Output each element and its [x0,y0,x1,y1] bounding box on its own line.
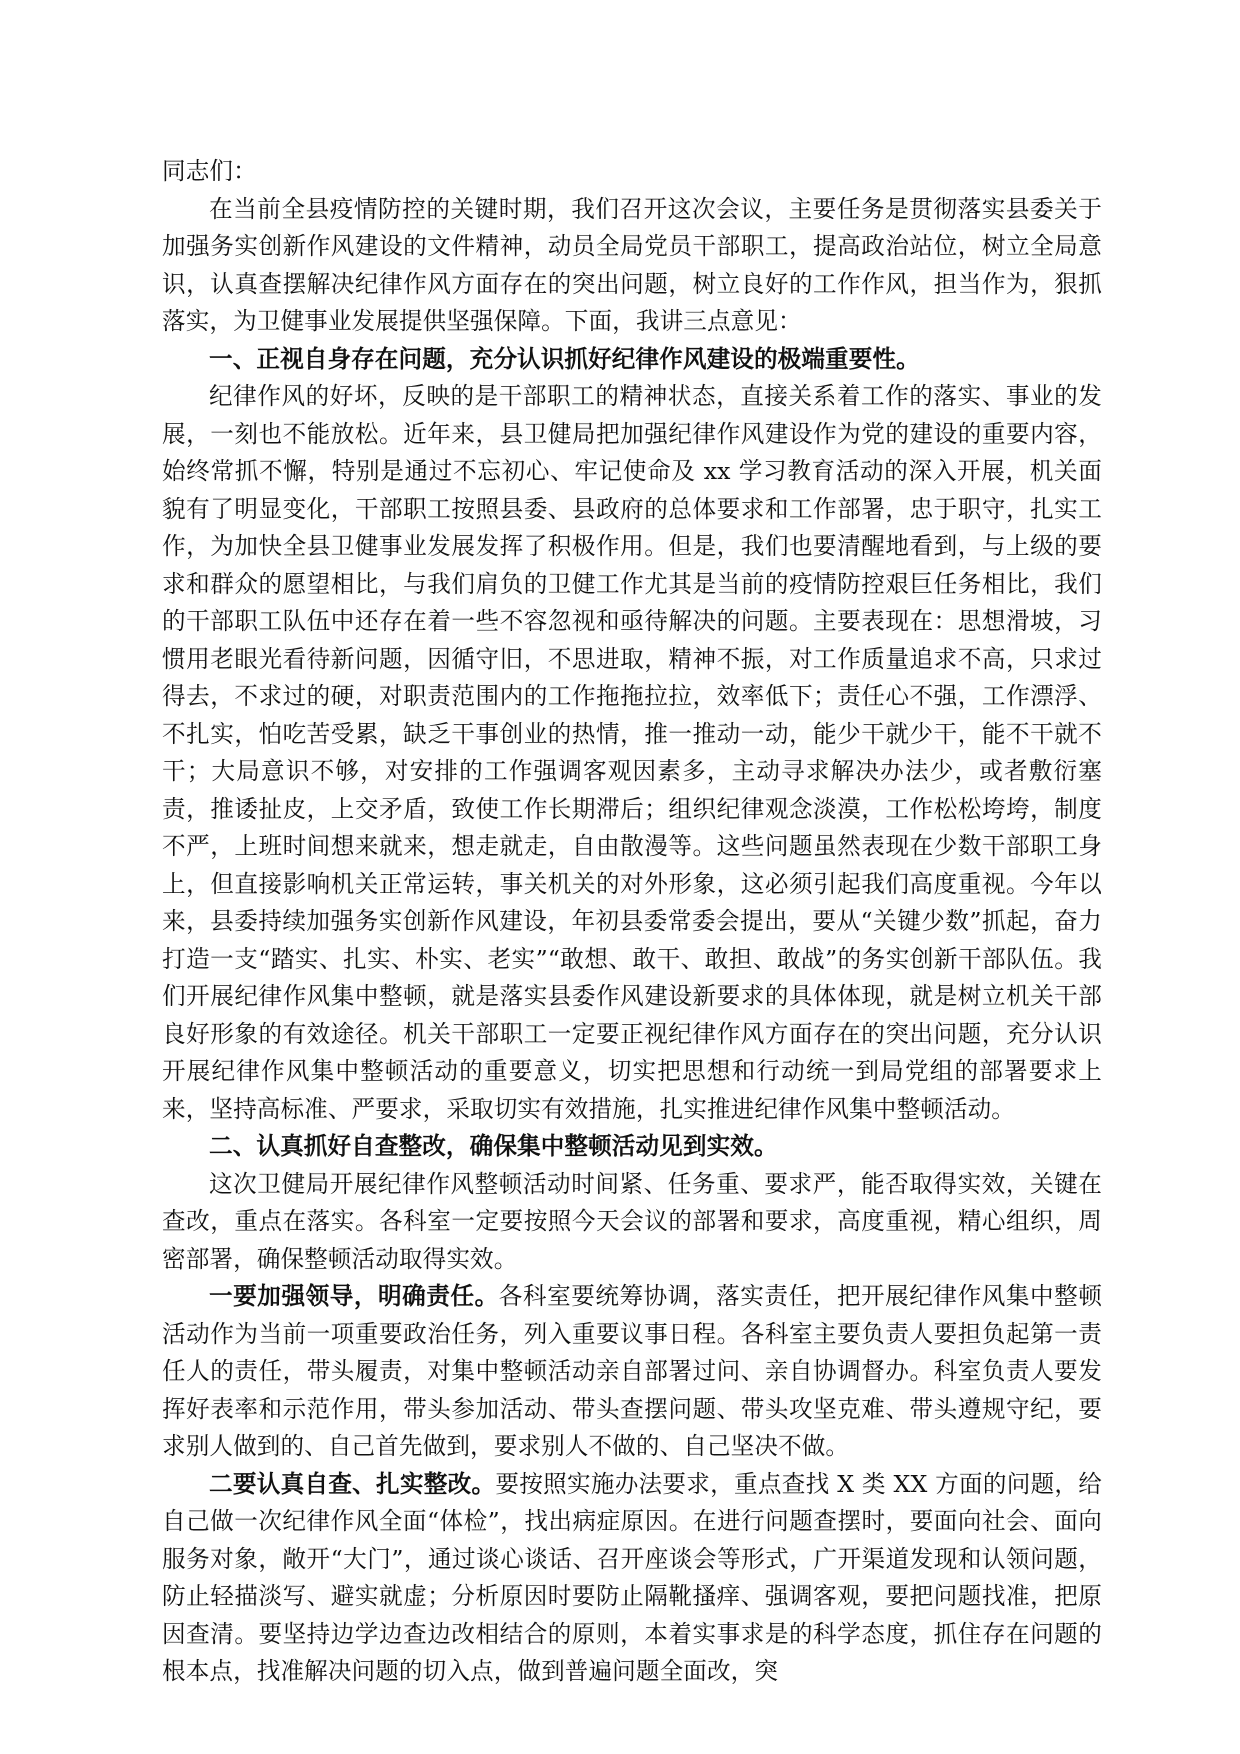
point-2-lead: 二要认真自查、扎实整改。 [209,1469,496,1498]
salutation: 同志们： [162,157,257,185]
section-1-body: 纪律作风的好坏，反映的是干部职工的精神状态，直接关系着工作的落实、事业的发展，一刻也不能放松。近年来，县卫健局把加强纪律作风建设作为党的建设的重要内容，始终常抓不懈，特别是通过不忘初心、牢记使命及 xx 学习教育活动的深入开展，机关面貌有了明显变化，干部职工按照县委、县政府的总体要求和工作部署，忠于职守，扎实工作，为加快全县卫健事业发展发挥了积极作用。但是，我们也要清醒地看到，与上级的要求和群众的愿望相比，与我们肩负的卫健工作尤其是当前的疫情防控艰巨任务相比，我们的干部职工队伍中还存在着一些不容忽视和亟待解决的问题。主要表现在：思想滑坡，习惯用老眼光看待新问题，因循守旧，不思进取，精神不振，对工作质量追求不高，只求过得去，不求过的硬，对职责范围内的工作拖拖拉拉，效率低下；责任心不强，工作漂浮、不扎实，怕吃苦受累，缺乏干事创业的热情，推一推动一动，能少干就少干，能不干就不干；大局意识不够，对安排的工作强调客观因素多，主动寻求解决办法少，或者敷衍塞责，推诿扯皮，上交矛盾，致使工作长期滞后；组织纪律观念淡漠，工作松松垮垮，制度不严，上班时间想来就来，想走就走，自由散漫等。这些问题虽然表现在少数干部职工身上，但直接影响机关正常运转，事关机关的对外形象，这必须引起我们高度重视。今年以来，县委持续加强务实创新作风建设，年初县委常委会提出，要从“关键少数”抓起，奋力打造一支“踏实、扎实、朴实、老实”“敢想、敢干、敢担、敢战”的务实创新干部队伍。我们开展纪律作风集中整顿，就是落实县委作风建设新要求的具体体现，就是树立机关干部良好形象的有效途径。机关干部职工一定要正视纪律作风方面存在的突出问题，充分认识开展纪律作风集中整顿活动的重要意义，切实把思想和行动统一到局党组的部署要求上来，坚持高标准、严要求，采取切实有效措施，扎实推进纪律作风集中整顿活动。 [162,382,1102,1123]
section-2-body: 这次卫健局开展纪律作风整顿活动时间紧、任务重、要求严，能否取得实效，关键在查改，重点在落实。各科室一定要按照今天会议的部署和要求，高度重视，精心组织，周密部署，确保整顿活动取得实效。 [162,1169,1102,1273]
section-2-heading: 二、认真抓好自查整改，确保集中整顿活动见到实效。 [209,1132,778,1160]
document-page [162,153,1102,1691]
point-2-paragraph [162,1466,1102,1691]
point-1-paragraph [162,1278,1102,1466]
section-1-heading: 一、正视自身存在问题，充分认识抓好纪律作风建设的极端重要性。 [209,344,920,373]
point-1-lead: 一要加强领导，明确责任。 [209,1282,499,1310]
intro-paragraph: 在当前全县疫情防控的关键时期，我们召开这次会议，主要任务是贯彻落实县委关于加强务实创新作风建设的文件精神，动员全局党员干部职工，提高政治站位，树立全局意识，认真查摆解决纪律作风方面存在的突出问题，树立良好的工作作风，担当作为，狠抓落实，为卫健事业发展提供坚强保障。下面，我讲三点意见： [162,194,1102,335]
point-2-body: 要按照实施办法要求，重点查找 X 类 XX 方面的问题，给自己做一次纪律作风全面“体检”，找出病症原因。在进行问题查摆时，要面向社会、面向服务对象，敞开“大门”，通过谈心谈话、召开座谈会等形式，广开渠道发现和认领问题，防止轻描淡写、避实就虚；分析原因时要防止隔靴搔痒、强调客观，要把问题找准，把原因查清。要坚持边学边查边改相结合的原则，本着实事求是的科学态度，抓住存在问题的根本点，找准解决问题的切入点，做到普遍问题全面改，突 [162,1469,1102,1685]
point-1-body: 各科室要统筹协调，落实责任，把开展纪律作风集中整顿活动作为当前一项重要政治任务，列入重要议事日程。各科室主要负责人要担负起第一责任人的责任，带头履责，对集中整顿活动亲自部署过问、亲自协调督办。科室负责人要发挥好表率和示范作用，带头参加活动、带头查摆问题、带头攻坚克难、带头遵规守纪，要求别人做到的、自己首先做到，要求别人不做的、自己坚决不做。 [162,1282,1103,1460]
